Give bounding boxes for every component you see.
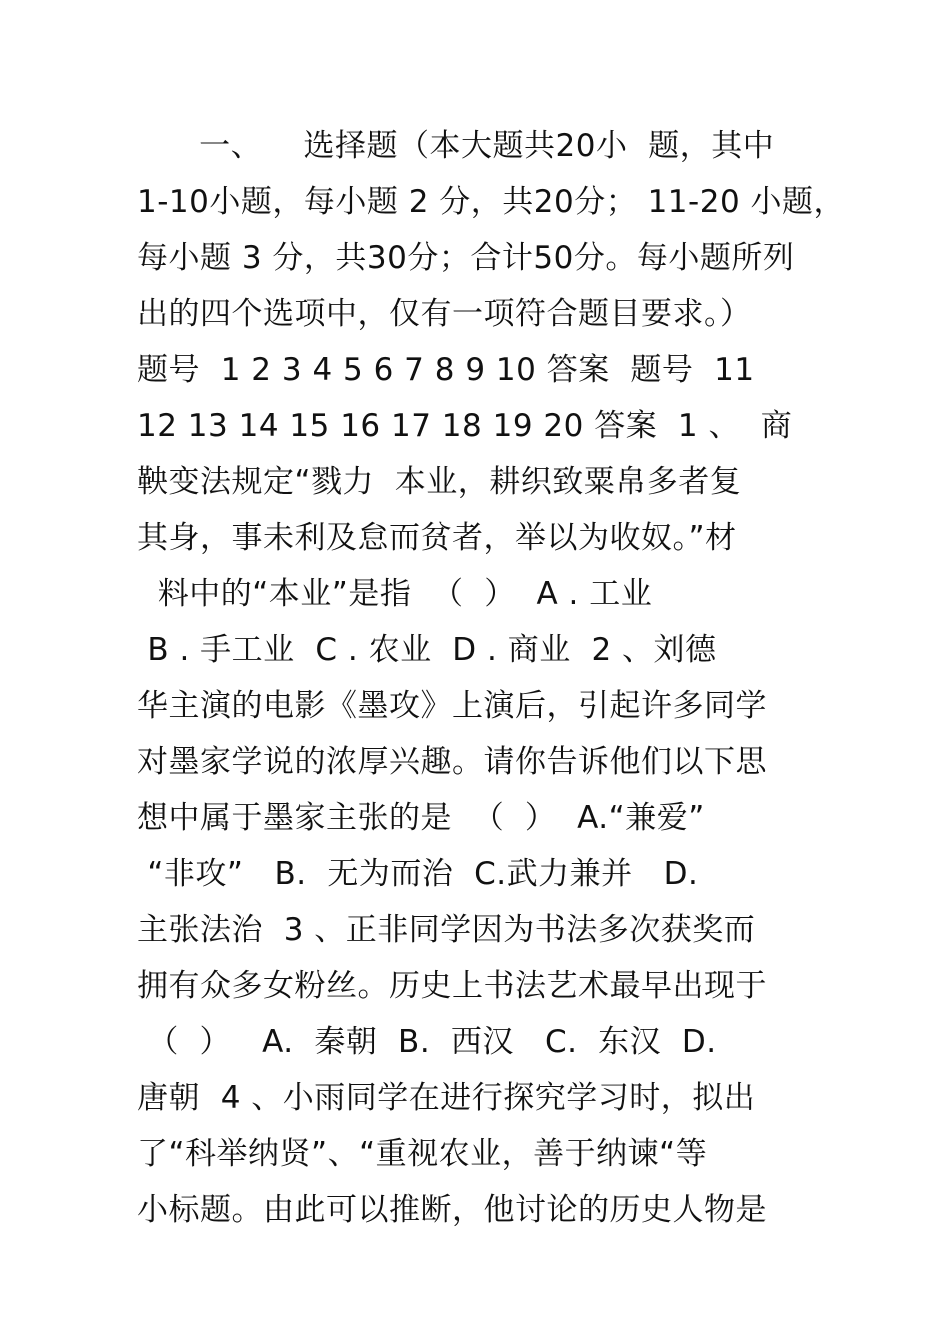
text-line: B . 手工业 C . 农业 D . 商业 2 、刘德 [137,632,717,668]
text-line: 题号 1 2 3 4 5 6 7 8 9 10 答案 题号 11 [137,352,755,388]
text-line: 鞅变法规定“戮力 本业，耕织致粟帛多者复 [137,464,742,500]
text-line: 其身，事未利及怠而贫者，举以为收奴。”材 [137,520,737,556]
text-line: 了“科举纳贤”、“重视农业，善于纳谏“等 [137,1136,708,1172]
text-line: “非攻” B. 无为而治 C.武力兼并 D. [137,856,699,892]
text-line: 12 13 14 15 16 17 18 19 20 答案 1 、 商 [137,408,793,444]
text-line: 小标题。由此可以推断，他讨论的历史人物是 [137,1192,767,1228]
text-line: 每小题 3 分，共30分；合计50分。每小题所列 [137,240,795,276]
text-line: 1-10小题，每小题 2 分，共20分； 11-20 小题， [137,184,846,220]
text-line: 华主演的电影《墨攻》上演后，引起许多同学 [137,688,767,724]
text-line: 料中的“本业”是指 （ ） A . 工业 [137,576,653,612]
text-line: 一、 选择题（本大题共20小 题，其中 [137,128,775,164]
text-line: 出的四个选项中，仅有一项符合题目要求。） [137,296,752,332]
text-line: （ ） A. 秦朝 B. 西汉 C. 东汉 D. [137,1024,717,1060]
text-line: 对墨家学说的浓厚兴趣。请你告诉他们以下思 [137,744,767,780]
text-line: 想中属于墨家主张的是 （ ） A.“兼爱” [137,800,705,836]
text-line: 唐朝 4 、小雨同学在进行探究学习时，拟出 [137,1080,756,1116]
text-line: 拥有众多女粉丝。历史上书法艺术最早出现于 [137,968,767,1004]
text-line: 主张法治 3 、正非同学因为书法多次获奖而 [137,912,756,948]
